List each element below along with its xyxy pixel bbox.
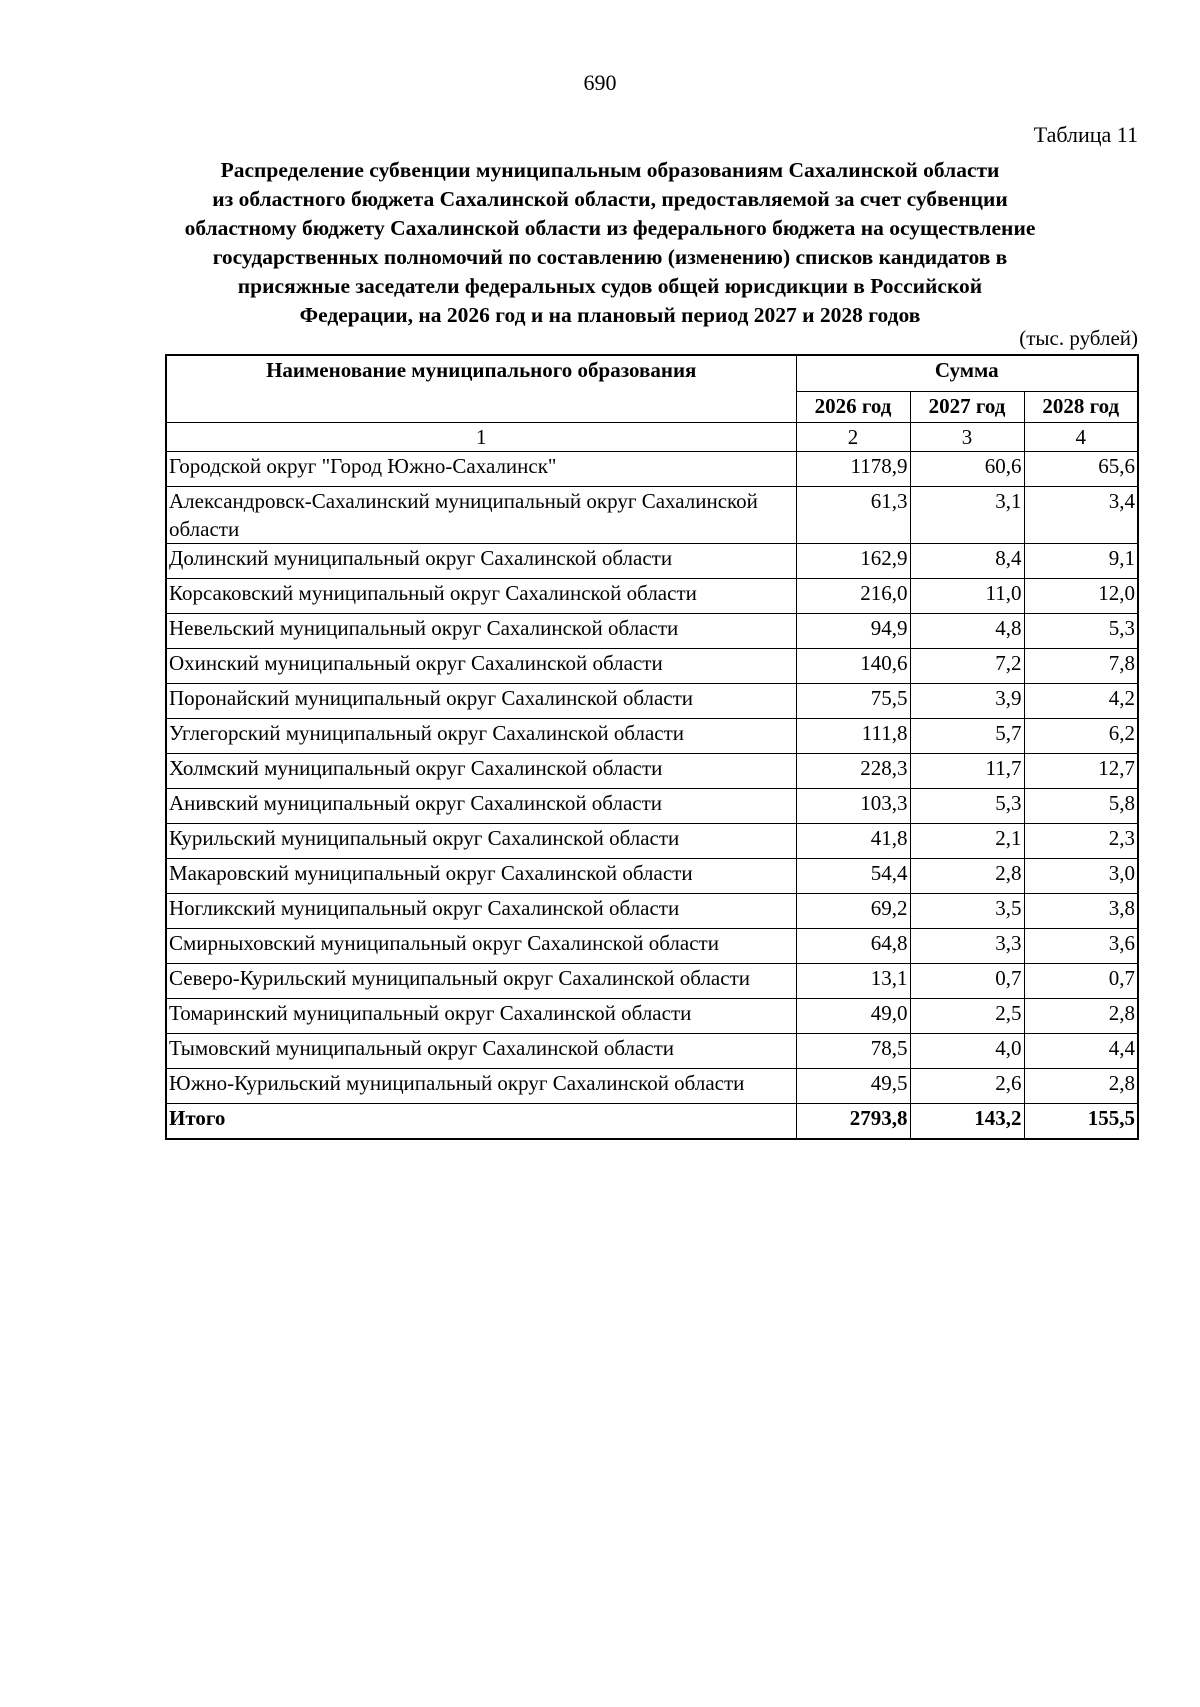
- header-year-2028: 2028 год: [1024, 391, 1138, 422]
- header-sum: Сумма: [796, 355, 1138, 391]
- row-value-2027: 2,5: [910, 999, 1024, 1034]
- row-value-2028: 5,3: [1024, 614, 1138, 649]
- table-row: [166, 614, 1138, 649]
- row-value-2028: 2,3: [1024, 824, 1138, 859]
- table-row: [166, 894, 1138, 929]
- row-value-2028: 12,7: [1024, 754, 1138, 789]
- row-value-2027: 4,0: [910, 1034, 1024, 1069]
- header-year-2026: 2026 год: [796, 391, 910, 422]
- row-value-2026: 49,5: [796, 1069, 910, 1104]
- subvention-table: [165, 354, 1139, 1140]
- row-value-2028: 4,4: [1024, 1034, 1138, 1069]
- document-title: [150, 156, 1070, 330]
- title-line: присяжные заседатели федеральных судов общей юрисдикции в Российской: [237, 274, 983, 298]
- column-index: 1: [166, 423, 796, 452]
- row-value-2028: 6,2: [1024, 719, 1138, 754]
- row-value-2027: 3,9: [910, 684, 1024, 719]
- row-name: Невельский муниципальный округ Сахалинской области: [166, 614, 796, 649]
- table-row: [166, 544, 1138, 579]
- row-value-2026: 140,6: [796, 649, 910, 684]
- total-label: Итого: [166, 1104, 796, 1140]
- row-name: Ногликский муниципальный округ Сахалинской области: [166, 894, 796, 929]
- row-value-2026: 228,3: [796, 754, 910, 789]
- row-value-2027: 0,7: [910, 964, 1024, 999]
- title-line: областному бюджету Сахалинской области из федерального бюджета на осуществление: [184, 216, 1036, 240]
- total-value-2026: 2793,8: [796, 1104, 910, 1140]
- row-value-2026: 78,5: [796, 1034, 910, 1069]
- title-line: из областного бюджета Сахалинской области, предоставляемой за счет субвенции: [212, 187, 1008, 211]
- page-number: 690: [583, 70, 617, 95]
- header-year-2027: 2027 год: [910, 391, 1024, 422]
- row-value-2027: 11,7: [910, 754, 1024, 789]
- row-name: Углегорский муниципальный округ Сахалинской области: [166, 719, 796, 754]
- row-value-2026: 49,0: [796, 999, 910, 1034]
- row-value-2027: 8,4: [910, 544, 1024, 579]
- table-row: [166, 452, 1138, 487]
- row-name: Корсаковский муниципальный округ Сахалинской области: [166, 579, 796, 614]
- table-row: [166, 789, 1138, 824]
- row-value-2027: 5,3: [910, 789, 1024, 824]
- row-name: Северо-Курильский муниципальный округ Сахалинской области: [166, 964, 796, 999]
- table-row: [166, 824, 1138, 859]
- row-value-2026: 75,5: [796, 684, 910, 719]
- row-value-2027: 2,8: [910, 859, 1024, 894]
- row-name: Поронайский муниципальный округ Сахалинской области: [166, 684, 796, 719]
- row-value-2026: 64,8: [796, 929, 910, 964]
- table-row: [166, 964, 1138, 999]
- row-value-2028: 9,1: [1024, 544, 1138, 579]
- row-value-2027: 60,6: [910, 452, 1024, 487]
- table-row: [166, 684, 1138, 719]
- row-value-2026: 41,8: [796, 824, 910, 859]
- row-value-2028: 0,7: [1024, 964, 1138, 999]
- total-value-2028: 155,5: [1024, 1104, 1138, 1140]
- title-line: государственных полномочий по составлению (изменению) списков кандидатов в: [212, 245, 1008, 269]
- row-value-2028: 2,8: [1024, 1069, 1138, 1104]
- row-value-2026: 162,9: [796, 544, 910, 579]
- row-value-2027: 5,7: [910, 719, 1024, 754]
- table-row: [166, 999, 1138, 1034]
- row-value-2028: 12,0: [1024, 579, 1138, 614]
- row-name: Холмский муниципальный округ Сахалинской области: [166, 754, 796, 789]
- row-value-2027: 11,0: [910, 579, 1024, 614]
- row-value-2027: 4,8: [910, 614, 1024, 649]
- row-value-2026: 103,3: [796, 789, 910, 824]
- row-value-2026: 94,9: [796, 614, 910, 649]
- table-row: [166, 649, 1138, 684]
- row-value-2026: 54,4: [796, 859, 910, 894]
- row-name: Охинский муниципальный округ Сахалинской области: [166, 649, 796, 684]
- row-name: Смирныховский муниципальный округ Сахалинской области: [166, 929, 796, 964]
- row-value-2026: 69,2: [796, 894, 910, 929]
- total-value-2027: 143,2: [910, 1104, 1024, 1140]
- table-row: [166, 1069, 1138, 1104]
- table-row: [166, 579, 1138, 614]
- row-name: Курильский муниципальный округ Сахалинской области: [166, 824, 796, 859]
- row-name: Городской округ "Город Южно-Сахалинск": [166, 452, 796, 487]
- title-line: Распределение субвенции муниципальным образованиям Сахалинской области: [220, 158, 1000, 182]
- row-name: Тымовский муниципальный округ Сахалинской области: [166, 1034, 796, 1069]
- row-value-2028: 3,6: [1024, 929, 1138, 964]
- row-name: Томаринский муниципальный округ Сахалинской области: [166, 999, 796, 1034]
- total-row: [166, 1104, 1138, 1140]
- table-body: [166, 452, 1138, 1140]
- row-value-2028: 3,8: [1024, 894, 1138, 929]
- row-value-2026: 216,0: [796, 579, 910, 614]
- row-value-2028: 4,2: [1024, 684, 1138, 719]
- table-row: [166, 487, 1138, 544]
- table-row: [166, 859, 1138, 894]
- row-value-2027: 2,1: [910, 824, 1024, 859]
- table-row: [166, 929, 1138, 964]
- column-index: 4: [1024, 423, 1138, 452]
- table-row: [166, 1034, 1138, 1069]
- row-value-2028: 5,8: [1024, 789, 1138, 824]
- row-name: Макаровский муниципальный округ Сахалинской области: [166, 859, 796, 894]
- title-line: Федерации, на 2026 год и на плановый период 2027 и 2028 годов: [299, 303, 921, 327]
- row-value-2028: 3,4: [1024, 487, 1138, 544]
- row-name: Анивский муниципальный округ Сахалинской области: [166, 789, 796, 824]
- row-value-2027: 3,3: [910, 929, 1024, 964]
- table-row: [166, 754, 1138, 789]
- column-index: 2: [796, 423, 910, 452]
- row-value-2027: 3,5: [910, 894, 1024, 929]
- row-value-2026: 1178,9: [796, 452, 910, 487]
- row-value-2028: 7,8: [1024, 649, 1138, 684]
- table-label: Таблица 11: [1033, 122, 1138, 147]
- column-index: 3: [910, 423, 1024, 452]
- header-name: Наименование муниципального образования: [166, 355, 796, 423]
- row-value-2027: 7,2: [910, 649, 1024, 684]
- row-value-2027: 3,1: [910, 487, 1024, 544]
- row-value-2026: 61,3: [796, 487, 910, 544]
- row-value-2027: 2,6: [910, 1069, 1024, 1104]
- row-name: Долинский муниципальный округ Сахалинской области: [166, 544, 796, 579]
- row-name: Александровск-Сахалинский муниципальный округ Сахалинской области: [166, 487, 796, 544]
- table-row: [166, 719, 1138, 754]
- units-label: (тыс. рублей): [1019, 326, 1138, 350]
- row-value-2028: 65,6: [1024, 452, 1138, 487]
- row-value-2026: 111,8: [796, 719, 910, 754]
- row-name: Южно-Курильский муниципальный округ Сахалинской области: [166, 1069, 796, 1104]
- row-value-2028: 3,0: [1024, 859, 1138, 894]
- row-value-2028: 2,8: [1024, 999, 1138, 1034]
- row-value-2026: 13,1: [796, 964, 910, 999]
